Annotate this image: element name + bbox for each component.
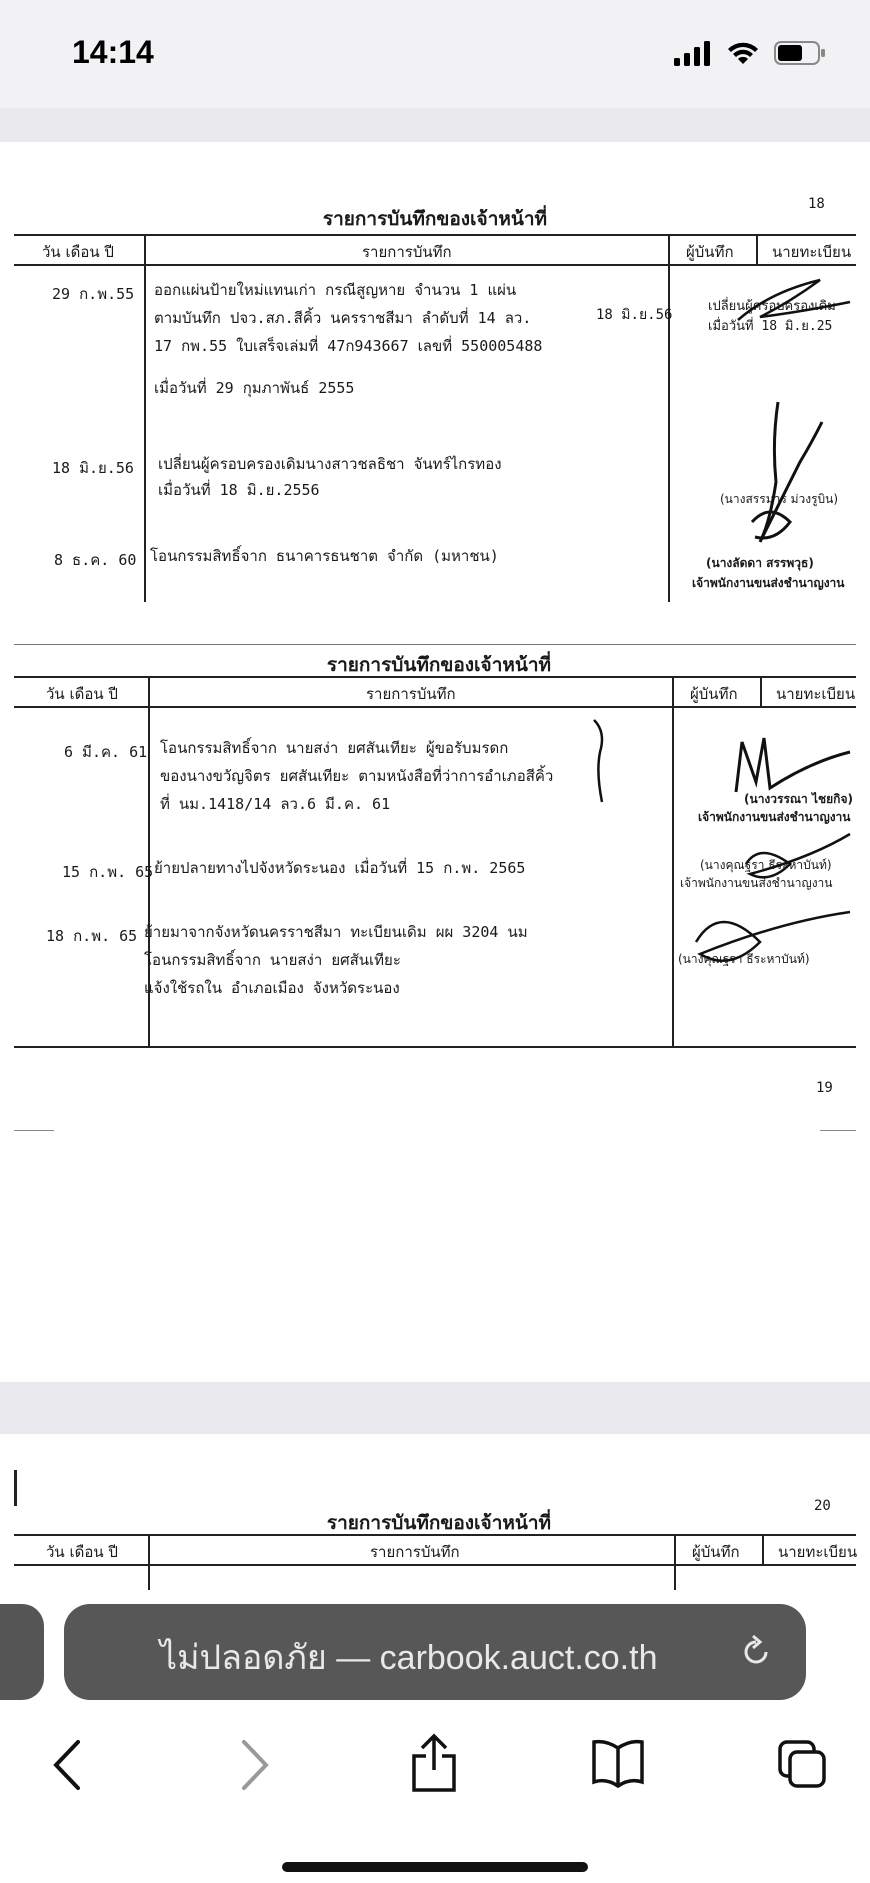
header-date: วัน เดือน ปี [46,1543,118,1561]
row-line: เมื่อวันที่ 18 มิ.ย.2556 [158,481,320,499]
signature-name: (นางคุณฐรา ธีระหาบันท์) [678,952,810,966]
browser-bottom-bar [0,1590,870,1883]
back-icon[interactable] [50,1738,86,1792]
tabs-icon[interactable] [776,1738,828,1790]
signature-title: เจ้าพนักงานขนส่งชำนาญงาน [698,810,851,824]
signature-name: (นางลัดดา สรรพวุธ) [706,556,814,570]
row-line: โอนกรรมสิทธิ์จาก นายสง่า ยศสันเทียะ [144,951,401,969]
header-date: วัน เดือน ปี [46,685,118,703]
document-page-19 [0,602,870,1382]
page-title: รายการบันทึกของเจ้าหน้าที่ [326,654,552,676]
signature-name: (นางคุณฐรา ธีระหาบันท์) [700,858,832,872]
row-line: ของนางขวัญจิตร ยศสันเทียะ ตามหนังสือที่ว่าการอำเภอสีคิ้ว [160,767,554,785]
bookmarks-icon[interactable] [590,1738,646,1788]
header-recorder: ผู้บันทึก [692,1543,740,1561]
battery-icon [774,40,826,66]
browser-toolbar [0,1738,870,1818]
row-line: โอนกรรมสิทธิ์จาก นายสง่า ยศสันเทียะ ผู้ขอรับมรดก [160,739,509,757]
row-line: ออกแผ่นป้ายใหม่แทนเก่า กรณีสูญหาย จำนวน 1 แผ่น [154,281,517,299]
header-entry: รายการบันทึก [370,1543,460,1561]
row-line: เปลี่ยนผู้ครอบครองเดิมนางสาวชลธิชา จันทร์ไกรทอง [158,455,502,473]
signature-name: (นางวรรณา ไชยกิจ) [744,792,853,806]
page-title: รายการบันทึกของเจ้าหน้าที่ [326,1512,552,1534]
signature-title: เจ้าพนักงานขนส่งชำนาญงาน [692,576,845,590]
page-number: 20 [814,1498,831,1514]
row-date: 18 ก.พ. 65 [46,927,138,945]
row-line: ย้ายมาจากจังหวัดนครราชสีมา ทะเบียนเดิม ผผ 3204 นม [144,923,528,941]
handwritten-signature [0,142,870,602]
row-date: 6 มี.ค. 61 [64,743,148,761]
header-recorder: ผู้บันทึก [690,685,738,703]
row-line: เมื่อวันที่ 29 กุมภาพันธ์ 2555 [154,379,355,397]
reload-icon[interactable] [736,1632,776,1672]
status-bar [0,0,870,108]
row-date: 15 ก.พ. 65 [62,863,154,881]
page-number: 18 [808,196,825,212]
previous-tab-pill[interactable] [0,1604,44,1700]
row-line: ที่ นม.1418/14 ลว.6 มี.ค. 61 [160,795,391,813]
header-date: วัน เดือน ปี [42,243,114,261]
share-icon[interactable] [410,1732,458,1794]
row-line: แจ้งใช้รถใน อำเภอเมือง จังหวัดระนอง [144,979,400,997]
header-entry: รายการบันทึก [362,243,452,261]
header-entry: รายการบันทึก [366,685,456,703]
header-registrar: นายทะเบียน [776,685,856,703]
row-line: โอนกรรมสิทธิ์จาก ธนาคารธนชาต จำกัด (มหาชน) [150,547,499,565]
header-recorder: ผู้บันทึก [686,243,734,261]
row-line: 17 กพ.55 ใบเสร็จเล่มที่ 47ก943667 เลขที่ 550005488 [154,337,543,355]
header-registrar: นายทะเบียน [772,243,852,261]
home-indicator[interactable] [282,1862,588,1872]
document-page-20 [0,1434,870,1590]
signature-title: เจ้าพนักงานขนส่งชำนาญงาน [680,876,833,890]
forward-icon[interactable] [236,1738,272,1792]
signal-icon [674,40,712,66]
page-number: 19 [816,1080,833,1096]
row-date: 18 มิ.ย.56 [52,459,134,477]
status-icons [674,40,826,66]
page-title: รายการบันทึกของเจ้าหน้าที่ [322,208,548,230]
header-registrar: นายทะเบียน [778,1543,858,1561]
address-bar[interactable] [64,1604,806,1700]
overflow-date: 18 มิ.ย.56 [596,307,673,323]
signature-name: (นางสรรมาร ม่วงรูบิน) [720,492,839,506]
overflow-line: เปลี่ยนผู้ครอบครองเดิม [708,299,836,314]
address-text[interactable]: ไม่ปลอดภัย — carbook.auct.co.th [160,1639,658,1677]
row-line: ย้ายปลายทางไปจังหวัดระนอง เมื่อวันที่ 15 ก.พ. 2565 [154,859,526,877]
status-time: 14:14 [72,34,154,70]
overflow-line: เมื่อวันที่ 18 มิ.ย.25 [708,319,833,334]
row-line: ตามบันทึก ปจว.สภ.สีคิ้ว นครราชสีมา ลำดับที่ 14 ลว. [154,309,532,327]
row-date: 8 ธ.ค. 60 [54,551,137,569]
row-date: 29 ก.พ.55 [52,285,135,303]
handwritten-signature [0,602,870,1382]
document-page-18 [0,142,870,602]
wifi-icon [726,40,760,66]
